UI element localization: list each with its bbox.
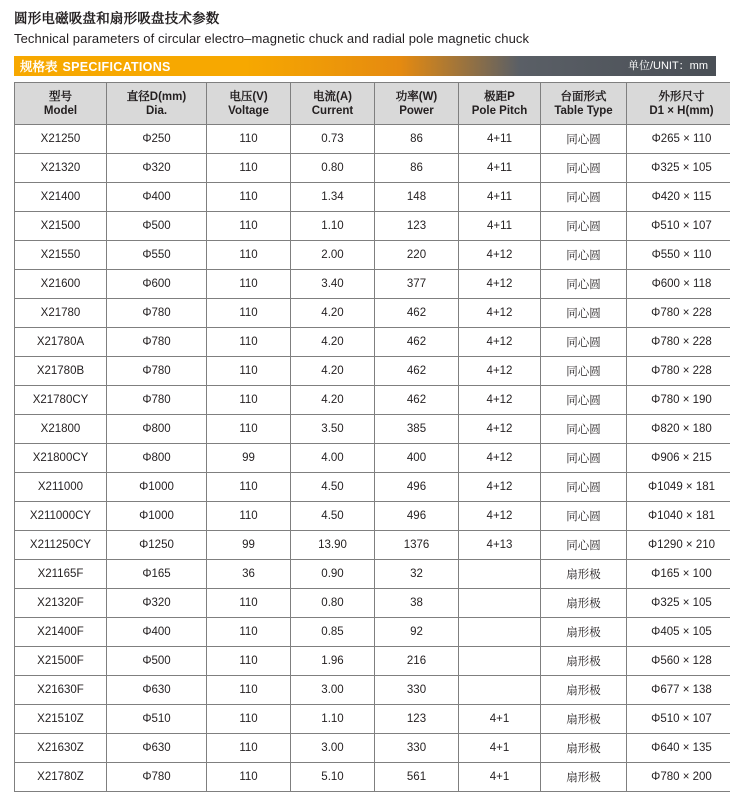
cell-pole-pitch: 4+12 bbox=[459, 299, 541, 328]
column-header-pole-pitch-zh: 极距P bbox=[484, 91, 515, 103]
cell-pole-pitch: 4+12 bbox=[459, 357, 541, 386]
column-header-power bbox=[375, 83, 459, 125]
cell-power: 496 bbox=[375, 502, 459, 531]
cell-dimensions: Φ510 × 107 bbox=[627, 705, 730, 734]
specifications-table bbox=[14, 82, 730, 792]
cell-model: X21400 bbox=[15, 183, 107, 212]
cell-power: 330 bbox=[375, 734, 459, 763]
cell-voltage: 110 bbox=[207, 734, 291, 763]
table-body bbox=[15, 125, 730, 792]
cell-table-type: 同心圆 bbox=[541, 241, 627, 270]
cell-pole-pitch: 4+13 bbox=[459, 531, 541, 560]
column-header-power-zh: 功率(W) bbox=[396, 91, 438, 103]
cell-table-type: 同心圆 bbox=[541, 531, 627, 560]
cell-model: X21510Z bbox=[15, 705, 107, 734]
cell-dimensions: Φ780 × 228 bbox=[627, 328, 730, 357]
cell-model: X21165F bbox=[15, 560, 107, 589]
cell-pole-pitch bbox=[459, 618, 541, 647]
cell-table-type: 同心圆 bbox=[541, 183, 627, 212]
column-header-diameter bbox=[107, 83, 207, 125]
cell-table-type: 同心圆 bbox=[541, 212, 627, 241]
column-header-voltage-en: Voltage bbox=[208, 104, 289, 118]
table-row bbox=[15, 183, 730, 212]
cell-dimensions: Φ640 × 135 bbox=[627, 734, 730, 763]
table-row bbox=[15, 125, 730, 154]
cell-diameter: Φ1250 bbox=[107, 531, 207, 560]
cell-table-type: 同心圆 bbox=[541, 502, 627, 531]
table-row bbox=[15, 270, 730, 299]
table-row bbox=[15, 734, 730, 763]
cell-current: 1.34 bbox=[291, 183, 375, 212]
table-row bbox=[15, 560, 730, 589]
column-header-power-en: Power bbox=[376, 104, 457, 118]
cell-table-type: 同心圆 bbox=[541, 299, 627, 328]
cell-dimensions: Φ510 × 107 bbox=[627, 212, 730, 241]
cell-table-type: 扇形极 bbox=[541, 647, 627, 676]
column-header-current-en: Current bbox=[292, 104, 373, 118]
cell-power: 561 bbox=[375, 763, 459, 792]
cell-diameter: Φ500 bbox=[107, 647, 207, 676]
cell-voltage: 110 bbox=[207, 589, 291, 618]
cell-power: 86 bbox=[375, 125, 459, 154]
cell-current: 1.10 bbox=[291, 212, 375, 241]
table-row bbox=[15, 589, 730, 618]
cell-power: 462 bbox=[375, 299, 459, 328]
cell-table-type: 扇形极 bbox=[541, 763, 627, 792]
cell-diameter: Φ1000 bbox=[107, 502, 207, 531]
cell-current: 1.96 bbox=[291, 647, 375, 676]
cell-pole-pitch: 4+12 bbox=[459, 328, 541, 357]
cell-current: 1.10 bbox=[291, 705, 375, 734]
cell-current: 4.20 bbox=[291, 357, 375, 386]
cell-power: 496 bbox=[375, 473, 459, 502]
cell-pole-pitch: 4+12 bbox=[459, 270, 541, 299]
band-label-group bbox=[14, 57, 171, 75]
cell-model: X211000CY bbox=[15, 502, 107, 531]
column-header-pole-pitch bbox=[459, 83, 541, 125]
cell-table-type: 同心圆 bbox=[541, 473, 627, 502]
cell-pole-pitch: 4+12 bbox=[459, 502, 541, 531]
cell-voltage: 110 bbox=[207, 676, 291, 705]
cell-power: 123 bbox=[375, 705, 459, 734]
column-header-model-en: Model bbox=[16, 104, 105, 118]
cell-model: X211250CY bbox=[15, 531, 107, 560]
cell-dimensions: Φ420 × 115 bbox=[627, 183, 730, 212]
column-header-dimensions-en: D1 × H(mm) bbox=[628, 104, 730, 118]
cell-dimensions: Φ677 × 138 bbox=[627, 676, 730, 705]
cell-pole-pitch bbox=[459, 560, 541, 589]
cell-model: X21320F bbox=[15, 589, 107, 618]
cell-model: X21630F bbox=[15, 676, 107, 705]
cell-diameter: Φ600 bbox=[107, 270, 207, 299]
table-row bbox=[15, 531, 730, 560]
cell-model: X21780A bbox=[15, 328, 107, 357]
cell-power: 462 bbox=[375, 357, 459, 386]
cell-dimensions: Φ405 × 105 bbox=[627, 618, 730, 647]
cell-table-type: 扇形极 bbox=[541, 676, 627, 705]
table-row bbox=[15, 444, 730, 473]
cell-model: X21780B bbox=[15, 357, 107, 386]
cell-power: 38 bbox=[375, 589, 459, 618]
cell-dimensions: Φ265 × 110 bbox=[627, 125, 730, 154]
cell-power: 330 bbox=[375, 676, 459, 705]
cell-dimensions: Φ780 × 228 bbox=[627, 357, 730, 386]
cell-table-type: 同心圆 bbox=[541, 125, 627, 154]
column-header-table-type-en: Table Type bbox=[542, 104, 625, 118]
cell-voltage: 110 bbox=[207, 415, 291, 444]
table-row bbox=[15, 386, 730, 415]
cell-table-type: 扇形极 bbox=[541, 560, 627, 589]
cell-current: 0.73 bbox=[291, 125, 375, 154]
cell-voltage: 110 bbox=[207, 357, 291, 386]
title-chinese: 圆形电磁吸盘和扇形吸盘技术参数 bbox=[14, 10, 716, 28]
cell-current: 0.90 bbox=[291, 560, 375, 589]
cell-model: X21800 bbox=[15, 415, 107, 444]
column-header-model-zh: 型号 bbox=[49, 91, 72, 103]
cell-voltage: 110 bbox=[207, 647, 291, 676]
cell-model: X21600 bbox=[15, 270, 107, 299]
cell-table-type: 同心圆 bbox=[541, 415, 627, 444]
cell-power: 462 bbox=[375, 386, 459, 415]
table-row bbox=[15, 473, 730, 502]
cell-table-type: 同心圆 bbox=[541, 154, 627, 183]
cell-power: 220 bbox=[375, 241, 459, 270]
cell-power: 385 bbox=[375, 415, 459, 444]
cell-power: 1376 bbox=[375, 531, 459, 560]
cell-current: 3.50 bbox=[291, 415, 375, 444]
cell-table-type: 同心圆 bbox=[541, 357, 627, 386]
cell-dimensions: Φ906 × 215 bbox=[627, 444, 730, 473]
cell-model: X21630Z bbox=[15, 734, 107, 763]
cell-dimensions: Φ780 × 200 bbox=[627, 763, 730, 792]
title-english: Technical parameters of circular electro–magnetic chuck and radial pole magnetic chuck bbox=[14, 30, 716, 48]
cell-voltage: 110 bbox=[207, 386, 291, 415]
column-header-diameter-en: Dia. bbox=[108, 104, 205, 118]
cell-diameter: Φ320 bbox=[107, 589, 207, 618]
cell-current: 3.00 bbox=[291, 734, 375, 763]
cell-voltage: 36 bbox=[207, 560, 291, 589]
cell-voltage: 110 bbox=[207, 618, 291, 647]
cell-pole-pitch bbox=[459, 647, 541, 676]
cell-pole-pitch: 4+12 bbox=[459, 241, 541, 270]
cell-current: 0.85 bbox=[291, 618, 375, 647]
cell-power: 377 bbox=[375, 270, 459, 299]
table-row bbox=[15, 415, 730, 444]
cell-current: 3.00 bbox=[291, 676, 375, 705]
cell-pole-pitch: 4+1 bbox=[459, 763, 541, 792]
cell-diameter: Φ780 bbox=[107, 763, 207, 792]
cell-current: 13.90 bbox=[291, 531, 375, 560]
cell-dimensions: Φ1040 × 181 bbox=[627, 502, 730, 531]
cell-current: 2.00 bbox=[291, 241, 375, 270]
cell-pole-pitch: 4+1 bbox=[459, 734, 541, 763]
cell-diameter: Φ800 bbox=[107, 415, 207, 444]
column-header-pole-pitch-en: Pole Pitch bbox=[460, 104, 539, 118]
cell-diameter: Φ780 bbox=[107, 386, 207, 415]
unit-label: 单位/UNIT：mm bbox=[628, 56, 708, 76]
cell-power: 148 bbox=[375, 183, 459, 212]
cell-voltage: 110 bbox=[207, 125, 291, 154]
cell-table-type: 扇形极 bbox=[541, 589, 627, 618]
cell-voltage: 99 bbox=[207, 531, 291, 560]
cell-table-type: 同心圆 bbox=[541, 386, 627, 415]
cell-voltage: 110 bbox=[207, 241, 291, 270]
page-title bbox=[14, 10, 716, 48]
cell-dimensions: Φ550 × 110 bbox=[627, 241, 730, 270]
column-header-diameter-zh: 直径D(mm) bbox=[127, 91, 186, 103]
cell-dimensions: Φ780 × 228 bbox=[627, 299, 730, 328]
cell-current: 4.50 bbox=[291, 502, 375, 531]
cell-dimensions: Φ325 × 105 bbox=[627, 154, 730, 183]
table-row bbox=[15, 676, 730, 705]
cell-current: 4.50 bbox=[291, 473, 375, 502]
cell-pole-pitch: 4+11 bbox=[459, 154, 541, 183]
cell-diameter: Φ780 bbox=[107, 299, 207, 328]
cell-voltage: 110 bbox=[207, 328, 291, 357]
table-row bbox=[15, 241, 730, 270]
column-header-dimensions bbox=[627, 83, 730, 125]
cell-voltage: 110 bbox=[207, 154, 291, 183]
cell-power: 123 bbox=[375, 212, 459, 241]
table-row bbox=[15, 502, 730, 531]
cell-voltage: 110 bbox=[207, 183, 291, 212]
cell-power: 92 bbox=[375, 618, 459, 647]
specifications-band bbox=[14, 56, 716, 76]
cell-dimensions: Φ560 × 128 bbox=[627, 647, 730, 676]
band-label-chinese: 规格表 bbox=[20, 57, 58, 75]
cell-voltage: 99 bbox=[207, 444, 291, 473]
cell-model: X21400F bbox=[15, 618, 107, 647]
cell-diameter: Φ320 bbox=[107, 154, 207, 183]
column-header-model bbox=[15, 83, 107, 125]
cell-diameter: Φ250 bbox=[107, 125, 207, 154]
cell-table-type: 扇形极 bbox=[541, 618, 627, 647]
cell-pole-pitch: 4+11 bbox=[459, 183, 541, 212]
cell-model: X21780CY bbox=[15, 386, 107, 415]
cell-voltage: 110 bbox=[207, 473, 291, 502]
cell-pole-pitch bbox=[459, 589, 541, 618]
column-header-voltage bbox=[207, 83, 291, 125]
cell-diameter: Φ630 bbox=[107, 734, 207, 763]
table-row bbox=[15, 154, 730, 183]
cell-current: 3.40 bbox=[291, 270, 375, 299]
cell-model: X21500F bbox=[15, 647, 107, 676]
table-row bbox=[15, 705, 730, 734]
table-row bbox=[15, 763, 730, 792]
cell-model: X21500 bbox=[15, 212, 107, 241]
cell-pole-pitch: 4+11 bbox=[459, 125, 541, 154]
table-row bbox=[15, 618, 730, 647]
cell-pole-pitch: 4+12 bbox=[459, 415, 541, 444]
cell-dimensions: Φ1290 × 210 bbox=[627, 531, 730, 560]
cell-voltage: 110 bbox=[207, 502, 291, 531]
column-header-current-zh: 电流(A) bbox=[313, 91, 352, 103]
cell-voltage: 110 bbox=[207, 705, 291, 734]
cell-model: X21800CY bbox=[15, 444, 107, 473]
cell-power: 86 bbox=[375, 154, 459, 183]
cell-current: 0.80 bbox=[291, 589, 375, 618]
cell-model: X21550 bbox=[15, 241, 107, 270]
cell-table-type: 同心圆 bbox=[541, 444, 627, 473]
cell-model: X21250 bbox=[15, 125, 107, 154]
cell-current: 0.80 bbox=[291, 154, 375, 183]
cell-model: X211000 bbox=[15, 473, 107, 502]
cell-pole-pitch: 4+12 bbox=[459, 444, 541, 473]
cell-table-type: 扇形极 bbox=[541, 705, 627, 734]
cell-table-type: 扇形极 bbox=[541, 734, 627, 763]
cell-voltage: 110 bbox=[207, 299, 291, 328]
cell-dimensions: Φ1049 × 181 bbox=[627, 473, 730, 502]
cell-model: X21320 bbox=[15, 154, 107, 183]
cell-voltage: 110 bbox=[207, 763, 291, 792]
cell-table-type: 同心圆 bbox=[541, 270, 627, 299]
cell-current: 4.20 bbox=[291, 299, 375, 328]
table-row bbox=[15, 328, 730, 357]
cell-pole-pitch: 4+12 bbox=[459, 386, 541, 415]
cell-current: 5.10 bbox=[291, 763, 375, 792]
cell-diameter: Φ500 bbox=[107, 212, 207, 241]
cell-power: 400 bbox=[375, 444, 459, 473]
cell-diameter: Φ400 bbox=[107, 183, 207, 212]
band-label-english: SPECIFICATIONS bbox=[63, 60, 171, 74]
table-row bbox=[15, 299, 730, 328]
cell-diameter: Φ510 bbox=[107, 705, 207, 734]
cell-table-type: 同心圆 bbox=[541, 328, 627, 357]
cell-dimensions: Φ780 × 190 bbox=[627, 386, 730, 415]
column-header-dimensions-zh: 外形尺寸 bbox=[659, 91, 705, 103]
cell-diameter: Φ1000 bbox=[107, 473, 207, 502]
table-row bbox=[15, 647, 730, 676]
cell-power: 216 bbox=[375, 647, 459, 676]
table-row bbox=[15, 212, 730, 241]
cell-dimensions: Φ325 × 105 bbox=[627, 589, 730, 618]
column-header-current bbox=[291, 83, 375, 125]
cell-power: 32 bbox=[375, 560, 459, 589]
cell-dimensions: Φ600 × 118 bbox=[627, 270, 730, 299]
cell-voltage: 110 bbox=[207, 270, 291, 299]
cell-diameter: Φ800 bbox=[107, 444, 207, 473]
cell-voltage: 110 bbox=[207, 212, 291, 241]
cell-current: 4.20 bbox=[291, 386, 375, 415]
cell-dimensions: Φ820 × 180 bbox=[627, 415, 730, 444]
column-header-voltage-zh: 电压(V) bbox=[229, 91, 267, 103]
table-header-row bbox=[15, 83, 730, 125]
cell-diameter: Φ400 bbox=[107, 618, 207, 647]
cell-pole-pitch: 4+12 bbox=[459, 473, 541, 502]
cell-current: 4.20 bbox=[291, 328, 375, 357]
table-header bbox=[15, 83, 730, 125]
cell-diameter: Φ165 bbox=[107, 560, 207, 589]
cell-current: 4.00 bbox=[291, 444, 375, 473]
cell-power: 462 bbox=[375, 328, 459, 357]
cell-diameter: Φ630 bbox=[107, 676, 207, 705]
cell-pole-pitch: 4+1 bbox=[459, 705, 541, 734]
cell-pole-pitch bbox=[459, 676, 541, 705]
cell-model: X21780Z bbox=[15, 763, 107, 792]
cell-diameter: Φ550 bbox=[107, 241, 207, 270]
column-header-table-type bbox=[541, 83, 627, 125]
column-header-table-type-zh: 台面形式 bbox=[561, 91, 607, 103]
cell-dimensions: Φ165 × 100 bbox=[627, 560, 730, 589]
cell-pole-pitch: 4+11 bbox=[459, 212, 541, 241]
table-row bbox=[15, 357, 730, 386]
cell-diameter: Φ780 bbox=[107, 357, 207, 386]
cell-diameter: Φ780 bbox=[107, 328, 207, 357]
cell-model: X21780 bbox=[15, 299, 107, 328]
